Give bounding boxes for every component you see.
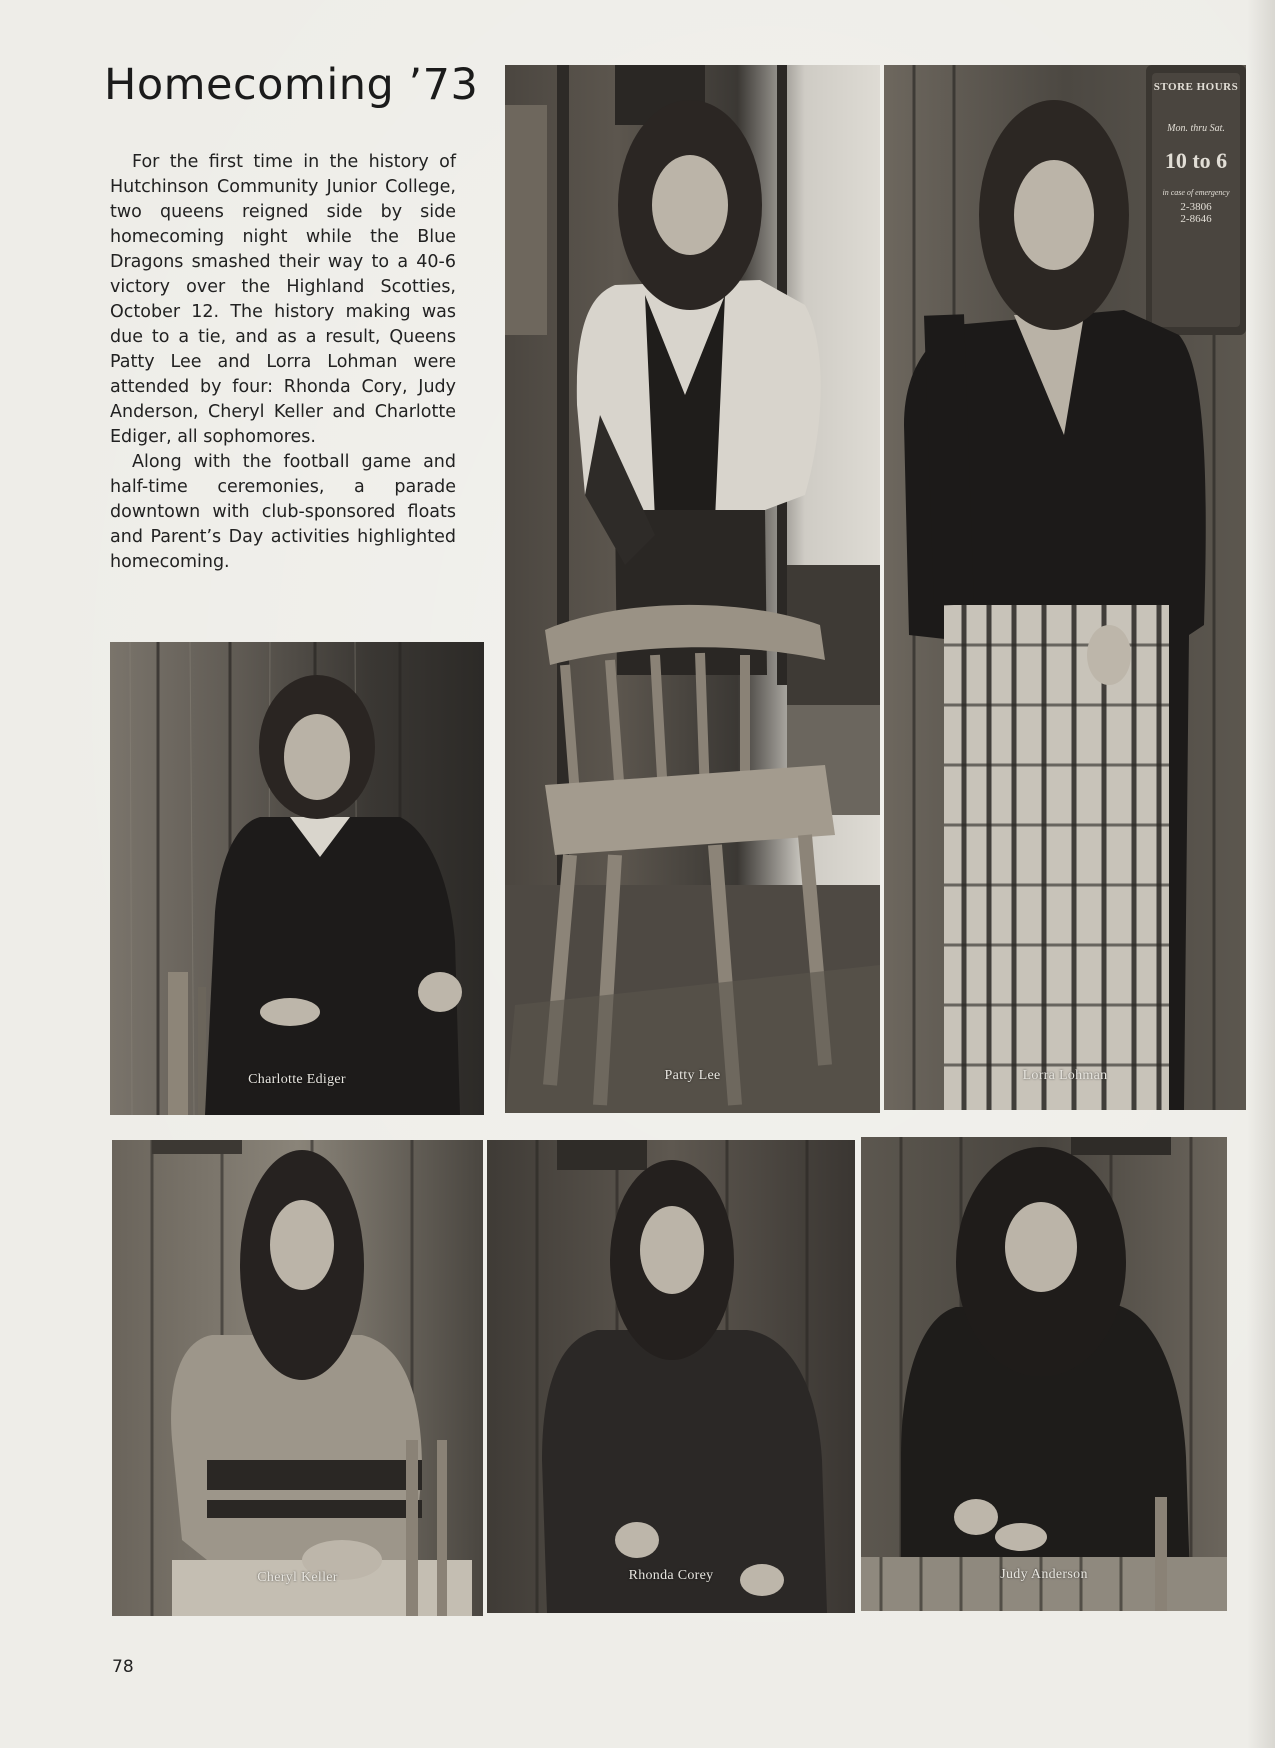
page-number: 78 bbox=[112, 1657, 134, 1677]
intro-paragraph-1: For the first time in the history of Hutchinson Community Junior College, two queens reigned side by side homecoming night while the Blue Dragons smashed their way to a 40-6 victory over the Highland Scotties, October 12. The history making was due to a tie, and as a result, Queens Patty Lee and Lorra Lohman were attended by four: Rhonda Cory, Judy Anderson, Cheryl Keller and Charlotte Ediger, all sophomores. bbox=[110, 152, 456, 447]
photo-lorra-lohman bbox=[884, 65, 1246, 1110]
intro-text bbox=[110, 150, 456, 575]
store-hours-sign bbox=[1146, 81, 1246, 225]
sign-emergency: in case of emergency bbox=[1162, 188, 1230, 197]
photo-judy-anderson bbox=[861, 1137, 1227, 1611]
photo-charlotte-ediger bbox=[110, 642, 484, 1115]
photo-caption-patty: Patty Lee bbox=[664, 1068, 721, 1083]
photo-caption-lorra: Lorra Lohman bbox=[1022, 1068, 1108, 1083]
page-title: Homecoming ’73 bbox=[104, 60, 479, 110]
wood-wall-background bbox=[861, 1137, 1227, 1611]
photo-caption-rhonda: Rhonda Corey bbox=[628, 1568, 714, 1583]
photo-patty-lee bbox=[505, 65, 880, 1113]
page-edge-shadow bbox=[1247, 0, 1275, 1748]
wood-wall-background bbox=[110, 642, 484, 1115]
sign-phone-2: 2-8646 bbox=[1180, 213, 1212, 225]
photo-rhonda-corey bbox=[487, 1140, 855, 1613]
photo-caption-judy: Judy Anderson bbox=[1000, 1567, 1088, 1582]
photo-caption-charlotte: Charlotte Ediger bbox=[248, 1072, 346, 1087]
storefront-background bbox=[505, 65, 880, 1113]
sign-days: Mon. thru Sat. bbox=[1167, 123, 1225, 134]
wood-wall-background bbox=[487, 1140, 855, 1613]
sign-store-hours: STORE HOURS bbox=[1153, 81, 1239, 93]
photo-cheryl-keller bbox=[112, 1140, 483, 1616]
photo-caption-cheryl: Cheryl Keller bbox=[257, 1570, 338, 1585]
sign-hours: 10 to 6 bbox=[1164, 148, 1228, 173]
sign-phone-1: 2-3806 bbox=[1180, 201, 1212, 213]
wood-wall-background bbox=[112, 1140, 483, 1616]
intro-paragraph-2: Along with the football game and half-time ceremonies, a parade downtown with club-sponsored floats and Parent’s Day activities highlighted homecoming. bbox=[110, 452, 456, 572]
